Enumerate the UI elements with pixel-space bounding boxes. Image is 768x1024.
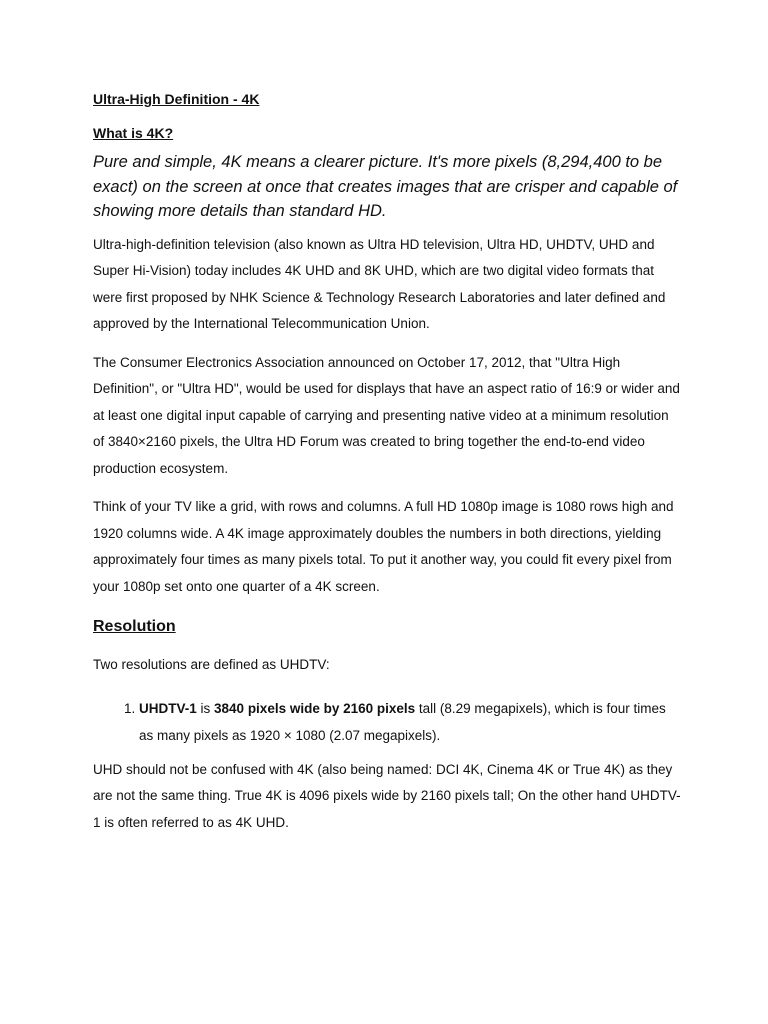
resolution-intro: Two resolutions are defined as UHDTV:: [93, 657, 330, 672]
document-title: Ultra-High Definition - 4K: [93, 91, 260, 107]
list-item-connector: is: [196, 700, 215, 716]
paragraph-grid-analogy: Think of your TV like a grid, with rows and columns. A full HD 1080p image is 1080 rows high and 1920 columns wide. A 4K image approximately doubles the numbers in both directions, yielding approximately four times as many pixels total. To put it another way, you could fit every pixel from your 1080p set onto one quarter of a 4K screen.: [93, 499, 674, 594]
subtitle-what-is-4k: What is 4K?: [93, 125, 174, 141]
document-content: [93, 86, 683, 836]
list-item-rest: tall (8.29 megapixels), which is four times as many pixels as 1920 × 1080 (2.07 megapixels).: [139, 700, 666, 743]
list-item: [139, 695, 683, 749]
paragraph-cea-announcement: The Consumer Electronics Association announced on October 17, 2012, that "Ultra High Definition", or "Ultra HD", would be used for displays that have an aspect ratio of 16:9 or wider and at least one digital input capable of carrying and presenting native video at a minimum resolution of 3840×2160 pixels, the Ultra HD Forum was created to bring together the end-to-end video production ecosystem.: [93, 354, 680, 476]
resolution-list: [93, 695, 683, 749]
lead-paragraph: Pure and simple, 4K means a clearer picture. It's more pixels (8,294,400 to be exact) on the screen at once that creates images that are crisper and capable of showing more details than standard HD.: [93, 153, 678, 220]
paragraph-uhd-vs-4k: UHD should not be confused with 4K (also being named: DCI 4K, Cinema 4K or True 4K) as they are not the same thing. True 4K is 4096 pixels wide by 2160 pixels tall; On the other hand UHDTV-1 is often referred to as 4K UHD.: [93, 761, 681, 830]
list-item-term: UHDTV-1: [139, 700, 197, 716]
paragraph-uhdtv-definition: Ultra-high-definition television (also known as Ultra HD television, Ultra HD, UHDTV, UHD and Super Hi-Vision) today includes 4K UHD and 8K UHD, which are two digital video formats that were first proposed by NHK Science & Technology Research Laboratories and later defined and approved by the International Telecommunication Union.: [93, 236, 666, 331]
section-heading-resolution: Resolution: [93, 618, 176, 635]
list-item-dimensions: 3840 pixels wide by 2160 pixels: [214, 700, 416, 716]
